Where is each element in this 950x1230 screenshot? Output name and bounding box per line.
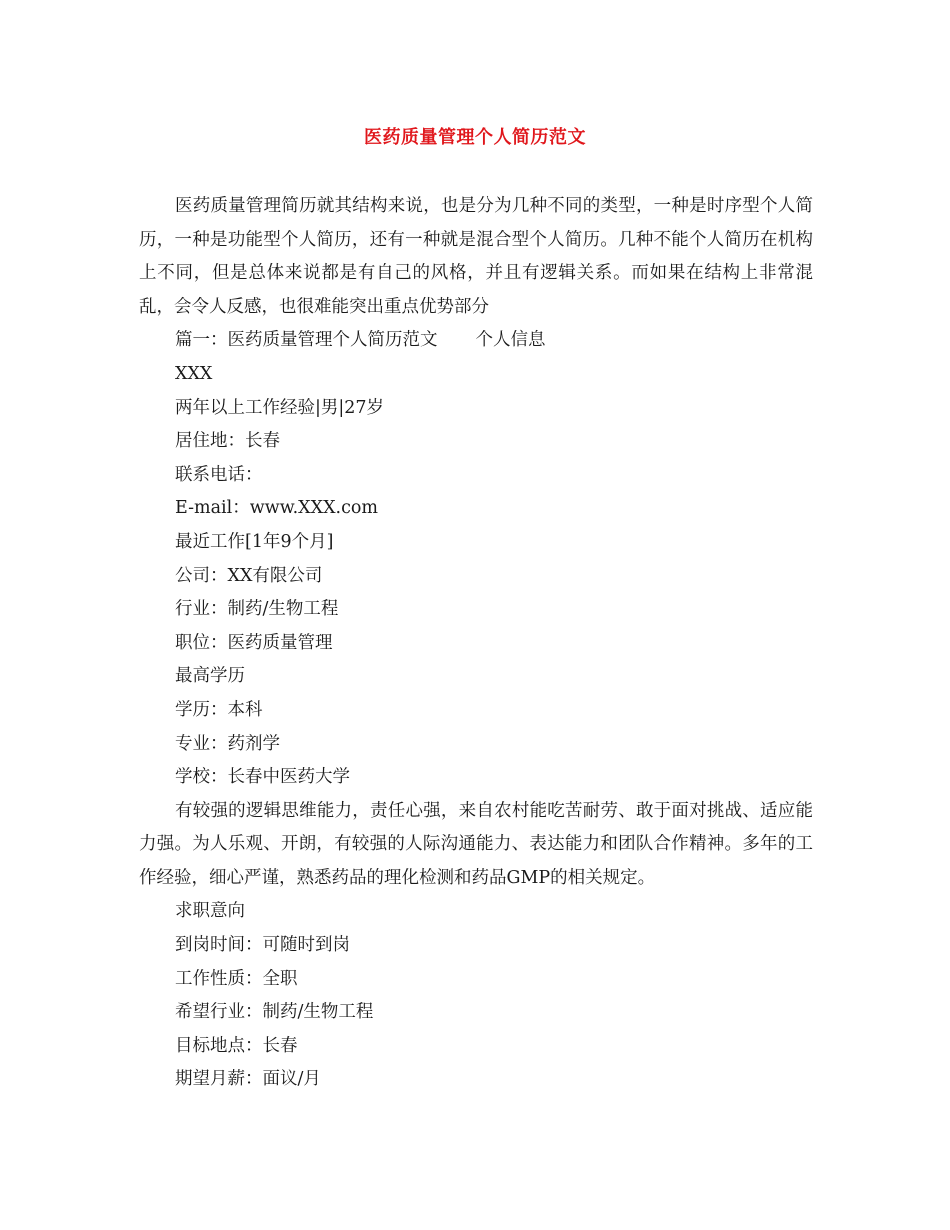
target-location-line: 目标地点：长春	[175, 1035, 298, 1056]
document-title: 医药质量管理个人简历范文	[364, 127, 586, 148]
school-line: 学校：长春中医药大学	[175, 767, 350, 788]
intro-paragraph: 医药质量管理简历就其结构来说，也是分为几种不同的类型，一种是时序型个人简历，一种是功能型个人简历，还有一种就是混合型个人简历。几种不能个人简历在机构上不同，但是总体来说都是有自己的风格，并且有逻辑关系。而如果在结构上非常混乱，会令人反感，也很难能突出重点优势部分	[139, 196, 813, 317]
document-body	[139, 190, 813, 1097]
job-intention-heading: 求职意向	[175, 901, 245, 922]
degree-line: 学历：本科	[175, 699, 263, 720]
education-heading: 最高学历	[175, 666, 245, 687]
expected-salary-line: 期望月薪：面议/月	[175, 1069, 321, 1090]
start-time-line: 到岗时间：可随时到岗	[175, 935, 350, 956]
company-line: 公司：XX有限公司	[175, 565, 323, 586]
summary-line: 两年以上工作经验|男|27岁	[175, 397, 385, 418]
section-heading-line	[139, 324, 813, 358]
personal-info-heading: 个人信息	[475, 330, 546, 351]
job-type-line: 工作性质：全职	[175, 968, 298, 989]
recent-job-line: 最近工作[1年9个月]	[175, 531, 334, 552]
residence-line: 居住地：长春	[175, 431, 280, 452]
section-heading: 篇一：医药质量管理个人简历范文	[175, 330, 438, 351]
name-line: XXX	[175, 363, 213, 384]
email-line: E-mail：www.XXX.com	[175, 498, 379, 519]
desired-industry-line: 希望行业：制药/生物工程	[175, 1002, 374, 1023]
industry-line: 行业：制药/生物工程	[175, 599, 339, 620]
self-evaluation-paragraph: 有较强的逻辑思维能力，责任心强，来自农村能吃苦耐劳、敢于面对挑战、适应能力强。为人乐观、开朗，有较强的人际沟通能力、表达能力和团队合作精神。多年的工作经验，细心严谨，熟悉药品的理化检测和药品GMP的相关规定。	[139, 800, 813, 888]
position-line: 职位：医药质量管理	[175, 632, 333, 653]
phone-line: 联系电话：	[175, 464, 263, 485]
major-line: 专业：药剂学	[175, 733, 280, 754]
